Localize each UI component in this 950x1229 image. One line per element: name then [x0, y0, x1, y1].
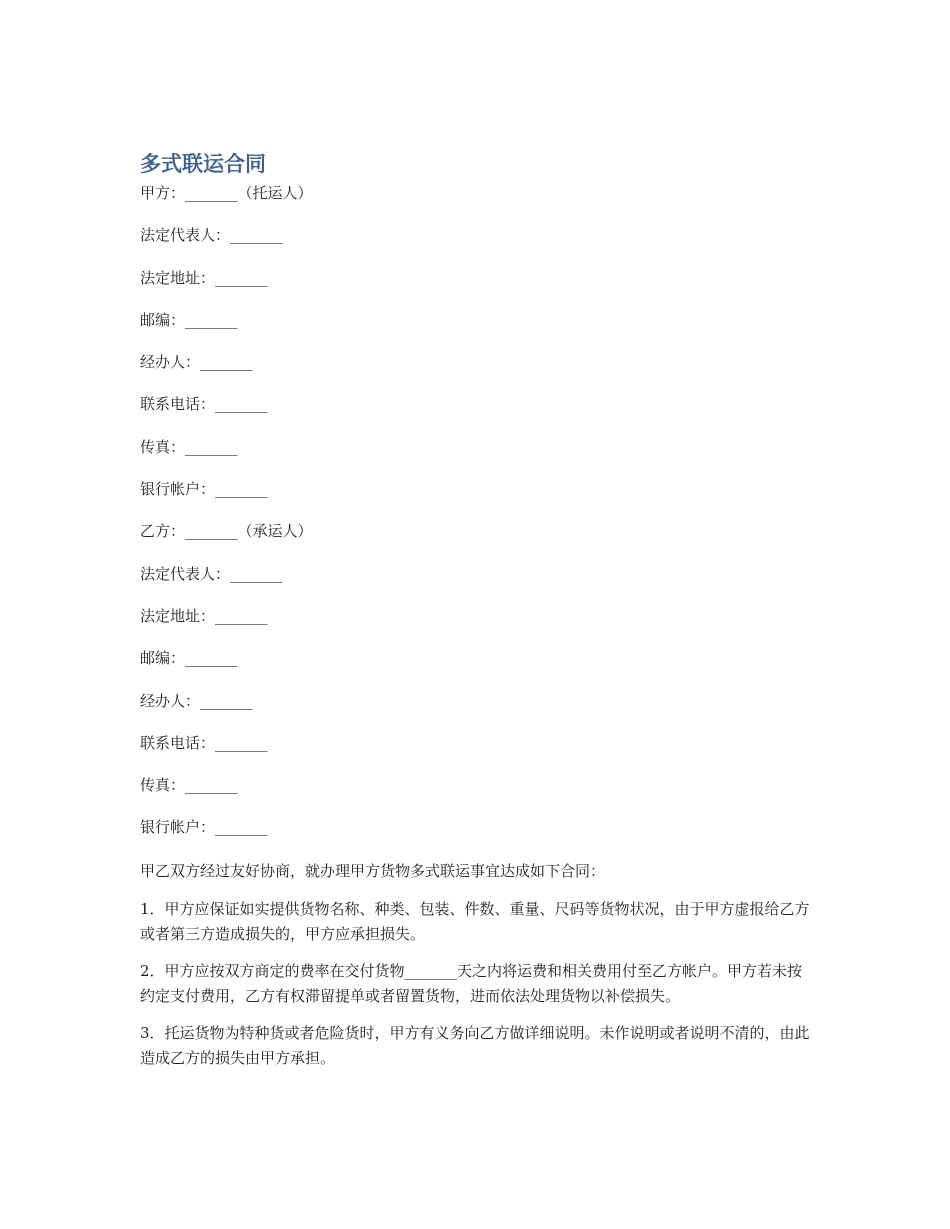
party-a-agent: 经办人：_______ [140, 353, 253, 372]
party-b-phone: 联系电话：_______ [140, 733, 268, 752]
clause-1: 1．甲方应保证如实提供货物名称、种类、包装、件数、重量、尺码等货物状况，由于甲方虚报给乙方或者第三方造成损失的，甲方应承担损失。 [140, 900, 810, 943]
clause-3: 3．托运货物为特种货或者危险货时，甲方有义务向乙方做详细说明。未作说明或者说明不清的，由此造成乙方的损失由甲方承担。 [140, 1024, 810, 1067]
party-a-legal-address: 法定地址：_______ [140, 268, 268, 287]
document-title: 多式联运合同 [140, 152, 266, 176]
party-a-fax: 传真：_______ [140, 437, 238, 456]
clause-2: 2．甲方应按双方商定的费率在交付货物_______天之内将运费和相关费用付至乙方帐户。甲方若未按约定支付费用，乙方有权滞留提单或者留置货物，进而依法处理货物以补偿损失。 [140, 962, 803, 1005]
party-b-legal-representative: 法定代表人：_______ [140, 564, 283, 583]
contract-page [140, 150, 810, 1083]
party-b-legal-address: 法定地址：_______ [140, 606, 268, 625]
party-a-bank-account: 银行帐户：_______ [140, 480, 268, 499]
party-b-postcode: 邮编：_______ [140, 649, 238, 668]
party-a-legal-representative: 法定代表人：_______ [140, 226, 283, 245]
party-a-phone: 联系电话：_______ [140, 395, 268, 414]
party-a-section [140, 182, 810, 520]
clauses-section [140, 897, 810, 1070]
party-b-name: 乙方：_______（承运人） [140, 522, 313, 541]
party-a-postcode: 邮编：_______ [140, 310, 238, 329]
contract-intro: 甲乙双方经过友好协商，就办理甲方货物多式联运事宜达成如下合同： [140, 861, 606, 880]
party-b-agent: 经办人：_______ [140, 691, 253, 710]
party-a-name: 甲方：_______（托运人） [140, 184, 313, 202]
party-b-section [140, 520, 810, 858]
party-b-bank-account: 银行帐户：_______ [140, 818, 268, 837]
party-b-fax: 传真：_______ [140, 776, 238, 795]
